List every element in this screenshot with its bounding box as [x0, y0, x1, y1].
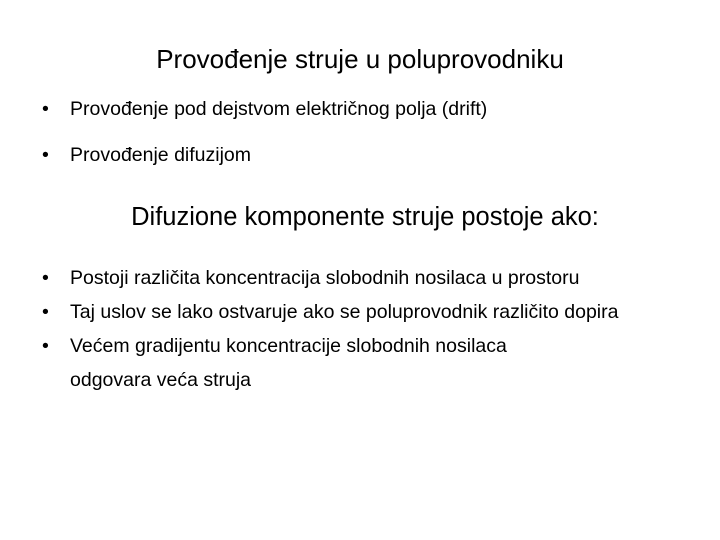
diffusion-heading: Difuzione komponente struje postoje ako:: [131, 203, 599, 231]
list-item: [42, 140, 692, 170]
list-item-text-line2: odgovara veća struja: [70, 369, 252, 391]
list-item-text-line1: Većem gradijentu koncentracije slobodnih nosilaca: [70, 335, 507, 357]
slide-title: Provođenje struje u poluprovodniku: [156, 44, 564, 74]
bullet-icon: •: [42, 335, 49, 357]
bullet-icon: •: [42, 98, 49, 120]
list-item: [42, 263, 692, 293]
list-item: [42, 94, 692, 124]
bullet-icon: •: [42, 301, 49, 323]
list-item: [42, 331, 692, 395]
list-item-text: Postoji različita koncentracija slobodnih nosilaca u prostoru: [70, 267, 580, 289]
list-item-text: Taj uslov se lako ostvaruje ako se poluprovodnik različito dopira: [70, 301, 619, 323]
diffusion-conditions-list: [42, 263, 692, 399]
bullet-icon: •: [42, 267, 49, 289]
list-item-text: Provođenje pod dejstvom električnog polja (drift): [70, 98, 488, 120]
conduction-types-list: [42, 94, 692, 186]
bullet-icon: •: [42, 144, 49, 166]
list-item: [42, 297, 692, 327]
list-item-text: Provođenje difuzijom: [70, 144, 252, 166]
